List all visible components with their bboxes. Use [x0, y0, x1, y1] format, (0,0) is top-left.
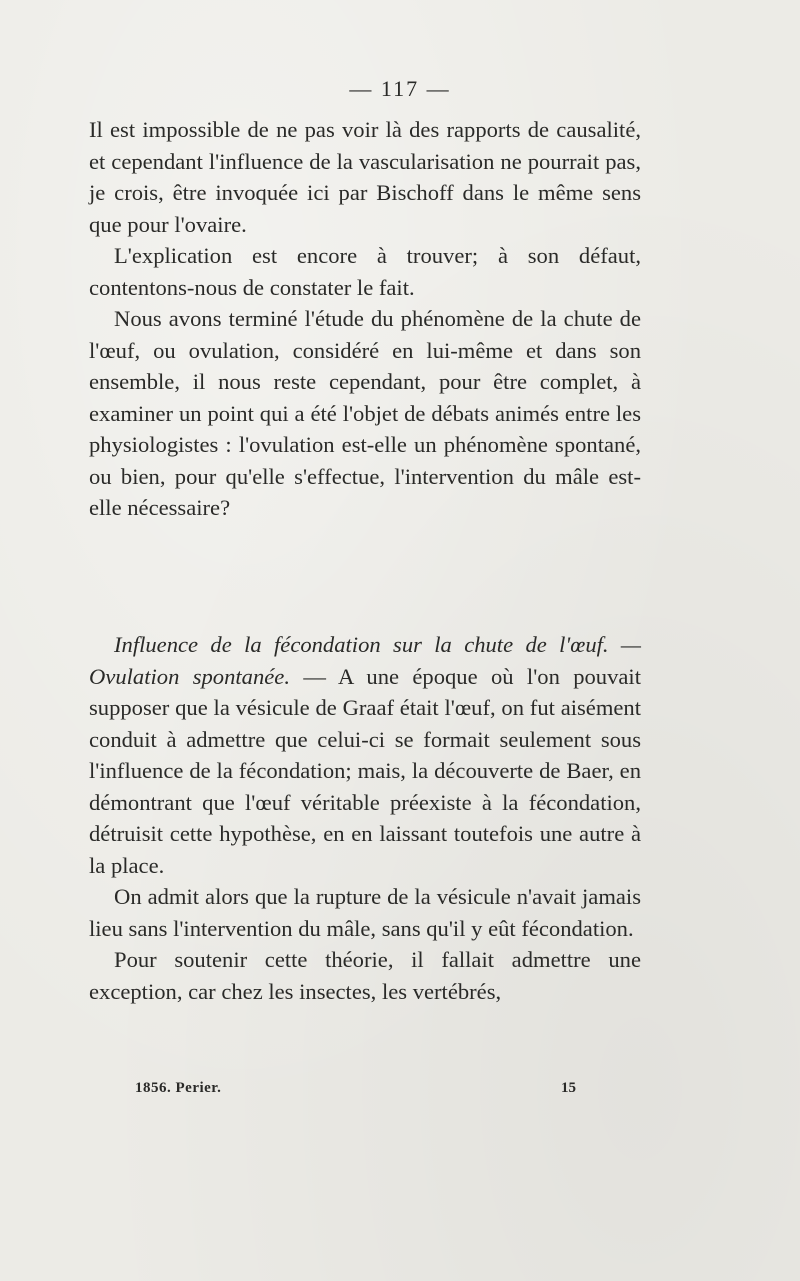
page-number: — 117 — [349, 76, 451, 101]
text-block-2 [89, 629, 641, 1007]
paragraph: L'explication est encore à trouver; à son défaut, contentons-nous de constater le fait. [89, 243, 641, 300]
paragraph: On admit alors que la rupture de la vésicule n'avait jamais lieu sans l'intervention du mâle, sans qu'il y eût fécondation. [89, 884, 641, 941]
section-paragraph [89, 629, 641, 881]
section-heading: Influence de la fécondation sur la chute de l'œuf. — Ovulation spontanée. [89, 632, 641, 689]
sheet-number: 15 [561, 1080, 576, 1096]
paragraph: Nous avons terminé l'étude du phénomène de la chute de l'œuf, ou ovulation, considéré en lui-même et dans son ensemble, il nous reste cependant, pour être complet, à examiner un point qui a été l'objet de débats animés entre les physiologistes : l'ovulation est-elle un phénomène spontané, ou bien, pour qu'elle s'effectue, l'intervention du mâle est-elle nécessaire? [89, 306, 641, 520]
paragraph: Il est impossible de ne pas voir là des rapports de causalité, et cependant l'influence de la vascularisation ne pourrait pas, je crois, être invoquée ici par Bischoff dans le même sens que pour l'ovaire. [89, 117, 641, 237]
paragraph: Pour soutenir cette théorie, il fallait admettre une exception, car chez les insectes, les vertébrés, [89, 947, 641, 1004]
text-block-1 [89, 114, 641, 524]
printer-signature: 1856. Perier. [135, 1080, 222, 1096]
paragraph-text: — A une époque où l'on pouvait supposer que la vésicule de Graaf était l'œuf, on fut aisément conduit à admettre que celui-ci se formait seulement sous l'influence de la fécondation; mais, la découverte de Baer, en démontrant que l'œuf véritable préexiste à la fécondation, détruisit cette hypothèse, en en laissant toutefois une autre à la place. [89, 663, 641, 878]
